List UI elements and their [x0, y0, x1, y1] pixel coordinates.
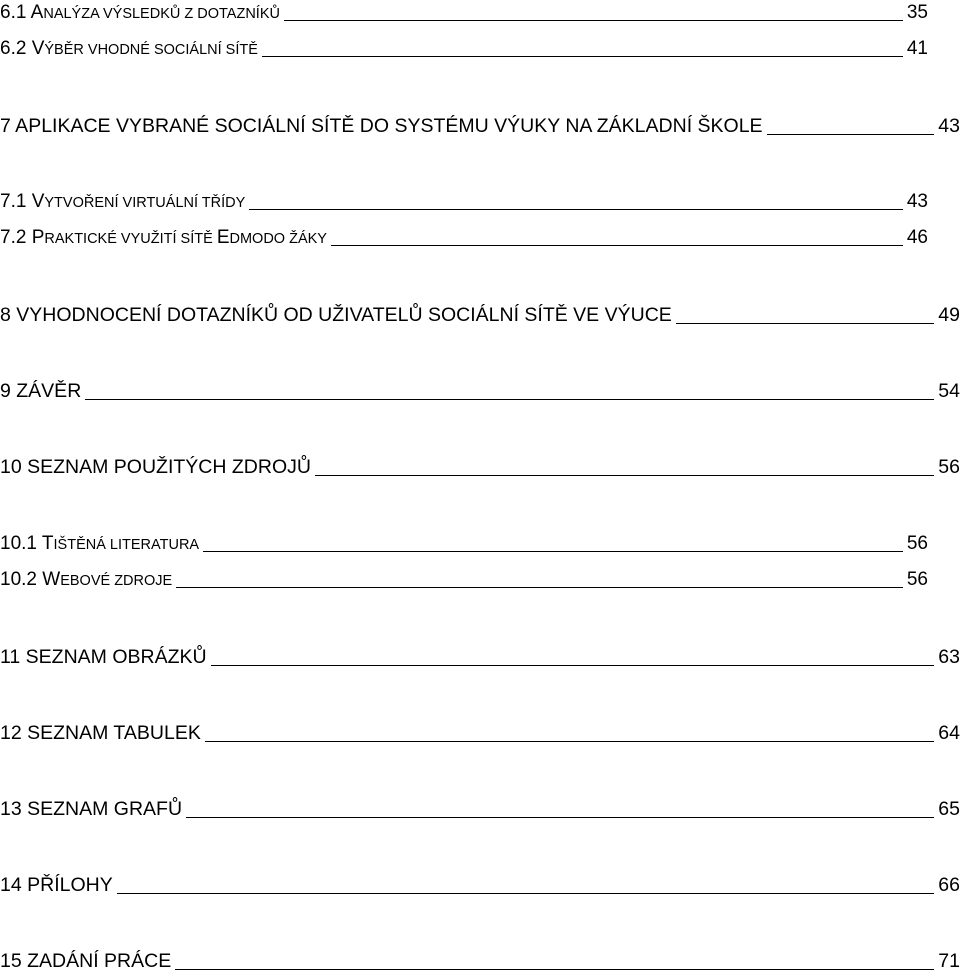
- toc-leader-line: [331, 245, 903, 246]
- toc-page-number: 56: [906, 533, 928, 554]
- toc-page-number: 43: [906, 191, 928, 212]
- toc-leader-line: [117, 893, 935, 894]
- toc-entry-9[interactable]: [0, 380, 960, 403]
- toc-leader-line: [205, 741, 934, 742]
- toc-page-number: 43: [938, 115, 960, 137]
- toc-entry-10[interactable]: [0, 456, 960, 479]
- toc-page-number: 46: [906, 227, 928, 248]
- toc-leader-line: [767, 134, 935, 135]
- toc-entry-7-2[interactable]: [0, 227, 928, 249]
- toc-leader-line: [315, 475, 934, 476]
- toc-page-number: 49: [938, 304, 960, 326]
- toc-leader-line: [85, 399, 934, 400]
- toc-entry-title: 14 PŘÍLOHY: [0, 874, 113, 896]
- toc-entry-title: 7.1 VYTVOŘENÍ VIRTUÁLNÍ TŘÍDY: [0, 191, 246, 212]
- toc-page-number: 66: [938, 874, 960, 896]
- toc-page-number: 35: [906, 2, 928, 23]
- toc-entry-title: 11 SEZNAM OBRÁZKŮ: [0, 646, 207, 668]
- toc-page-number: 41: [906, 38, 928, 59]
- toc-entry-title: 6.1 ANALÝZA VÝSLEDKŮ Z DOTAZNÍKŮ: [0, 2, 280, 23]
- toc-entry-title: 9 ZÁVĚR: [0, 380, 82, 402]
- toc-page-number: 54: [938, 380, 960, 402]
- toc-page-number: 64: [938, 722, 960, 744]
- toc-leader-line: [249, 209, 903, 210]
- toc-entry-15[interactable]: [0, 950, 960, 973]
- toc-entry-title: 15 ZADÁNÍ PRÁCE: [0, 950, 172, 972]
- toc-entry-title: 10 SEZNAM POUŽITÝCH ZDROJŮ: [0, 456, 311, 478]
- toc-leader-line: [284, 20, 903, 21]
- toc-leader-line: [176, 587, 903, 588]
- toc-page-number: 56: [906, 569, 928, 590]
- toc-entry-7-1[interactable]: [0, 191, 928, 213]
- toc-entry-title: 7 APLIKACE VYBRANÉ SOCIÁLNÍ SÍTĚ DO SYSTÉMU VÝUKY NA ZÁKLADNÍ ŠKOLE: [0, 115, 763, 137]
- toc-entry-title: 8 VYHODNOCENÍ DOTAZNÍKŮ OD UŽIVATELŮ SOCIÁLNÍ SÍTĚ VE VÝUCE: [0, 304, 672, 326]
- toc-page-number: 56: [938, 456, 960, 478]
- toc-page-number: 65: [938, 798, 960, 820]
- toc-leader-line: [175, 969, 934, 970]
- toc-page-number: 63: [938, 646, 960, 668]
- toc-entry-10-1[interactable]: [0, 533, 928, 555]
- toc-page-number: 71: [938, 950, 960, 972]
- toc-entry-title: 6.2 VÝBĚR VHODNÉ SOCIÁLNÍ SÍTĚ: [0, 38, 258, 59]
- toc-leader-line: [203, 551, 903, 552]
- toc-entry-13[interactable]: [0, 798, 960, 821]
- toc-entry-8[interactable]: [0, 304, 960, 327]
- toc-entry-12[interactable]: [0, 722, 960, 745]
- toc-leader-line: [676, 323, 935, 324]
- toc-entry-14[interactable]: [0, 874, 960, 897]
- toc-entry-11[interactable]: [0, 646, 960, 669]
- toc-entry-title: 10.1 TIŠTĚNÁ LITERATURA: [0, 533, 200, 554]
- toc-entry-title: 12 SEZNAM TABULEK: [0, 722, 201, 744]
- toc-entry-title: 10.2 WEBOVÉ ZDROJE: [0, 569, 173, 590]
- toc-leader-line: [211, 665, 935, 666]
- toc-entry-10-2[interactable]: [0, 569, 928, 591]
- toc-entry-title: 7.2 PRAKTICKÉ VYUŽITÍ SÍTĚ EDMODO ŽÁKY: [0, 227, 327, 248]
- toc-leader-line: [186, 817, 934, 818]
- toc-entry-6-2[interactable]: [0, 38, 928, 60]
- toc-entry-7[interactable]: [0, 115, 960, 138]
- toc-entry-title: 13 SEZNAM GRAFŮ: [0, 798, 183, 820]
- toc-entry-6-1[interactable]: [0, 2, 928, 24]
- toc-leader-line: [262, 56, 903, 57]
